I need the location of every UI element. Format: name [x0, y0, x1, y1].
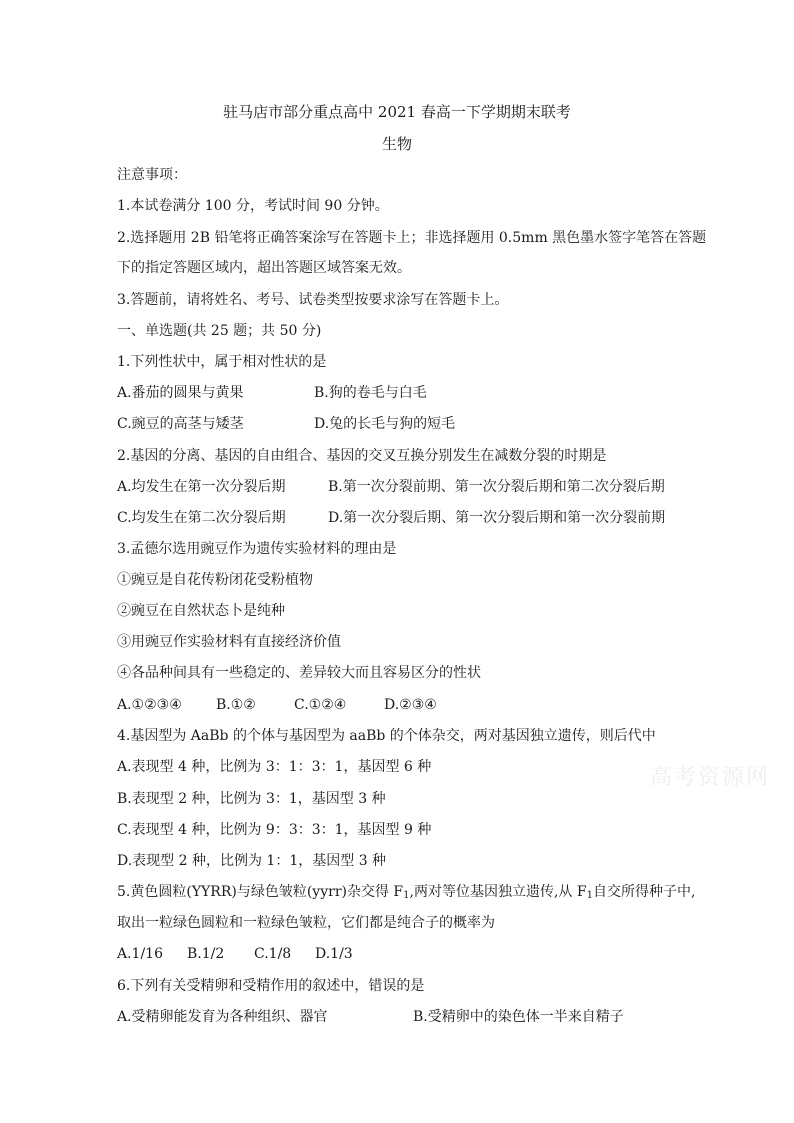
q3-statement-3: ③用豌豆作实验材料有直接经济价值	[117, 634, 341, 650]
q5-option-b: B.1/2	[187, 946, 225, 962]
q6-option-a: A.受精卵能发育为各种组织、器官	[117, 1009, 328, 1025]
q5-option-a: A.1/16	[117, 946, 163, 962]
q3-statement-4: ④各品种间具有一些稳定的、差异较大而且容易区分的性状	[117, 665, 481, 681]
q5-stem-part: 5.黄色圆粒(YYRR)与绿色皱粒(yyrr)杂交得 F	[117, 884, 404, 900]
q3-statement-1: ①豌豆是自花传粉闭花受粉植物	[117, 572, 313, 588]
q5-option-c: C.1/8	[254, 946, 292, 962]
q4-option-c: C.表现型 4 种，比例为 9：3：3：1，基因型 9 种	[117, 822, 432, 838]
q3-statement-2: ②豌豆在自然状态卜是纯种	[117, 603, 285, 619]
q2-option-d: D.第一次分裂后期、第一次分裂后期和第一次分裂前期	[328, 510, 666, 526]
q3-option-d: D.②③④	[384, 697, 437, 713]
section-heading: 一、单选题(共 25 题；共 50 分)	[117, 323, 322, 339]
q5-option-d: D.1/3	[315, 946, 353, 962]
question-3-stem: 3.孟德尔选用豌豆作为遗传实验材料的理由是	[117, 541, 397, 557]
question-6-stem: 6.下列有关受精卵和受精作用的叙述中，错误的是	[117, 978, 425, 994]
question-4-stem: 4.基因型为 AaBb 的个体与基因型为 aaBb 的个体杂交，两对基因独立遗传，则后代中	[117, 728, 656, 744]
q5-stem-part: ,两对等位基因独立遗传,从 F	[409, 884, 587, 900]
q5-stem-part: 自交所得种子中,	[592, 884, 696, 900]
q1-option-a: A.番茄的圆果与黄果	[117, 385, 244, 401]
subscript: 1	[586, 890, 593, 901]
q3-option-c: C.①②④	[294, 697, 347, 713]
exam-subject: 生物	[381, 135, 412, 153]
note-item: 3.答题前，请将姓名、考号、试卷类型按要求涂写在答题卡上。	[117, 292, 509, 308]
watermark: 高考资源网	[650, 765, 771, 790]
q1-option-c: C.豌豆的高茎与矮茎	[117, 416, 244, 432]
q2-option-c: C.均发生在第二次分裂后期	[117, 510, 286, 526]
q6-option-b: B.受精卵中的染色体一半来自精子	[413, 1009, 624, 1025]
q4-option-a: A.表现型 4 种，比例为 3：1：3：1，基因型 6 种	[117, 759, 432, 775]
exam-title: 驻马店市部分重点高中 2021 春高一下学期期末联考	[223, 103, 571, 121]
question-2-stem: 2.基因的分离、基因的自由组合、基因的交叉互换分别发生在减数分裂的时期是	[117, 448, 607, 464]
q3-option-a: A.①②③④	[117, 697, 182, 713]
notes-heading: 注意事项：	[117, 167, 187, 183]
note-item: 下的指定答题区域内，超出答题区域答案无效。	[117, 260, 411, 276]
q1-option-d: D.兔的长毛与狗的短毛	[314, 416, 456, 432]
subscript: 1	[403, 890, 410, 901]
note-item: 1.本试卷满分 100 分，考试时间 90 分钟。	[117, 198, 389, 214]
q2-option-a: A.均发生在第一次分裂后期	[117, 479, 286, 495]
q2-option-b: B.第一次分裂前期、第一次分裂后期和第二次分裂后期	[328, 479, 665, 495]
q4-option-d: D.表现型 2 种，比例为 1：1，基因型 3 种	[117, 853, 387, 869]
q4-option-b: B.表现型 2 种，比例为 3：1，基因型 3 种	[117, 791, 386, 807]
question-5-stem-line2: 取出一粒绿色圆粒和一粒绿色皱粒，它们都是纯合子的概率为	[117, 915, 495, 931]
q1-option-b: B.狗的卷毛与白毛	[314, 385, 427, 401]
question-1-stem: 1.下列性状中，属于相对性状的是	[117, 354, 327, 370]
question-5-stem	[117, 882, 695, 906]
note-item: 2.选择题用 2B 铅笔将正确答案涂写在答题卡上；非选择题用 0.5mm 黑色墨水签字笔答在答题	[117, 230, 707, 246]
q3-option-b: B.①②	[216, 697, 256, 713]
